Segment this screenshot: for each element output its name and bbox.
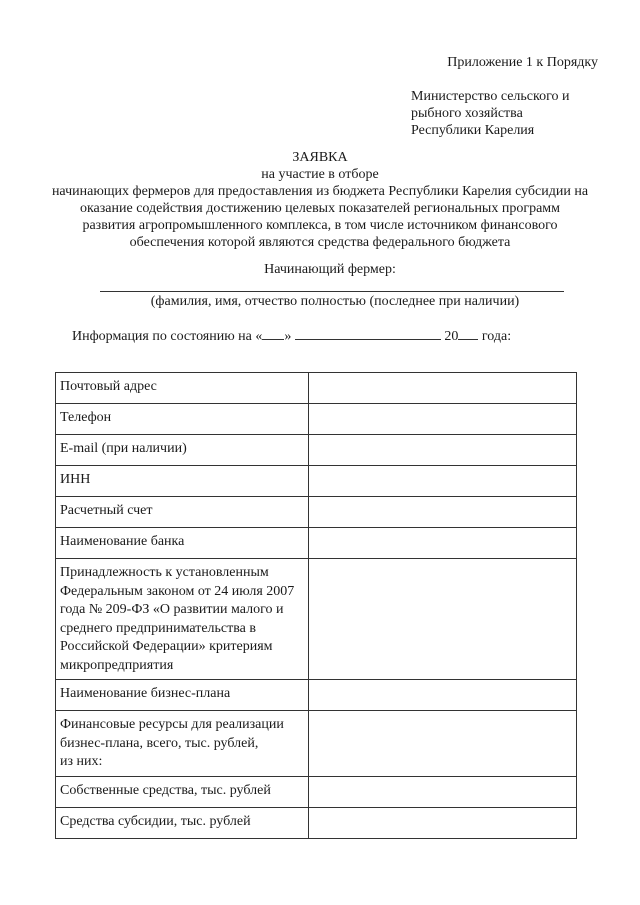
- date-month-field[interactable]: [295, 327, 441, 340]
- bank-name-field[interactable]: [308, 528, 576, 559]
- row-label: E-mail (при наличии): [56, 435, 309, 466]
- addressee-block: [411, 88, 569, 139]
- row-label-line: Российской Федерации» критериям: [60, 639, 273, 654]
- row-label-line: года № 209-ФЗ «О развитии малого и: [60, 602, 284, 617]
- row-label-line: бизнес-плана, всего, тыс. рублей,: [60, 735, 259, 751]
- info-year-suffix: года:: [481, 329, 512, 344]
- title-subline: оказание содействия достижению целевых показателей региональных программ: [79, 201, 561, 216]
- table-row-phone: [56, 404, 577, 435]
- row-label: Расчетный счет: [56, 497, 309, 528]
- row-label: Средства субсидии, тыс. рублей: [56, 807, 309, 838]
- farmer-name-hint: (фамилия, имя, отчество полностью (последнее при наличии): [150, 294, 520, 309]
- table-row-subsidy-funds: [56, 807, 577, 838]
- row-label-line: Финансовые ресурсы для реализации: [60, 717, 284, 732]
- row-label: Почтовый адрес: [56, 373, 309, 404]
- title-subline: развития агропромышленного комплекса, в том числе источником финансового: [82, 218, 558, 233]
- phone-field[interactable]: [308, 404, 576, 435]
- info-prefix: Информация по состоянию на «: [72, 329, 263, 344]
- row-label-line: Федеральным законом от 24 июля 2007: [60, 583, 295, 599]
- row-label-line: из них:: [60, 754, 103, 769]
- microenterprise-field[interactable]: [308, 559, 576, 680]
- date-day-field[interactable]: [262, 327, 284, 340]
- row-label-line: микропредприятия: [60, 657, 174, 673]
- table-row-microenterprise: [56, 559, 577, 680]
- table-row-own-funds: [56, 776, 577, 807]
- row-label-line: среднего предпринимательства в: [60, 620, 256, 636]
- inn-field[interactable]: [308, 466, 576, 497]
- title-subline: обеспечения которой являются средства федерального бюджета: [129, 235, 511, 250]
- row-label: Наименование бизнес-плана: [56, 680, 309, 711]
- account-field[interactable]: [308, 497, 576, 528]
- table-row-postal-address: [56, 373, 577, 404]
- info-quote-close: »: [284, 329, 292, 344]
- applicant-info-table: [55, 372, 577, 839]
- addressee-line: Республики Карелия: [411, 123, 535, 138]
- business-plan-field[interactable]: [308, 680, 576, 711]
- info-date-line: [72, 327, 511, 345]
- table-row-business-plan: [56, 680, 577, 711]
- title-subline: на участие в отборе: [261, 167, 379, 182]
- row-label: Наименование банка: [56, 528, 309, 559]
- postal-address-field[interactable]: [308, 373, 576, 404]
- document-title: ЗАЯВКА: [292, 150, 348, 165]
- farmer-label: Начинающий фермер:: [264, 262, 396, 277]
- title-block: [20, 149, 620, 251]
- row-label: Телефон: [56, 404, 309, 435]
- farmer-name-field[interactable]: [100, 291, 564, 292]
- addressee-line: Министерство сельского и: [411, 89, 570, 104]
- title-subline: начинающих фермеров для предоставления из бюджета Республики Карелия субсидии на: [51, 184, 589, 199]
- table-row-bank: [56, 528, 577, 559]
- addressee-line: рыбного хозяйства: [411, 106, 523, 121]
- financial-resources-field[interactable]: [308, 711, 576, 777]
- row-label: [56, 711, 309, 777]
- appendix-reference: Приложение 1 к Порядку: [447, 55, 598, 70]
- table-row-inn: [56, 466, 577, 497]
- row-label: [56, 559, 309, 680]
- table-row-financial-resources: [56, 711, 577, 777]
- info-year-prefix: 20: [444, 329, 459, 344]
- row-label: Собственные средства, тыс. рублей: [56, 776, 309, 807]
- row-label: ИНН: [56, 466, 309, 497]
- own-funds-field[interactable]: [308, 776, 576, 807]
- date-year-field[interactable]: [458, 327, 478, 340]
- row-label-line: Принадлежность к установленным: [60, 565, 269, 580]
- email-field[interactable]: [308, 435, 576, 466]
- table-row-email: [56, 435, 577, 466]
- table-row-account: [56, 497, 577, 528]
- subsidy-funds-field[interactable]: [308, 807, 576, 838]
